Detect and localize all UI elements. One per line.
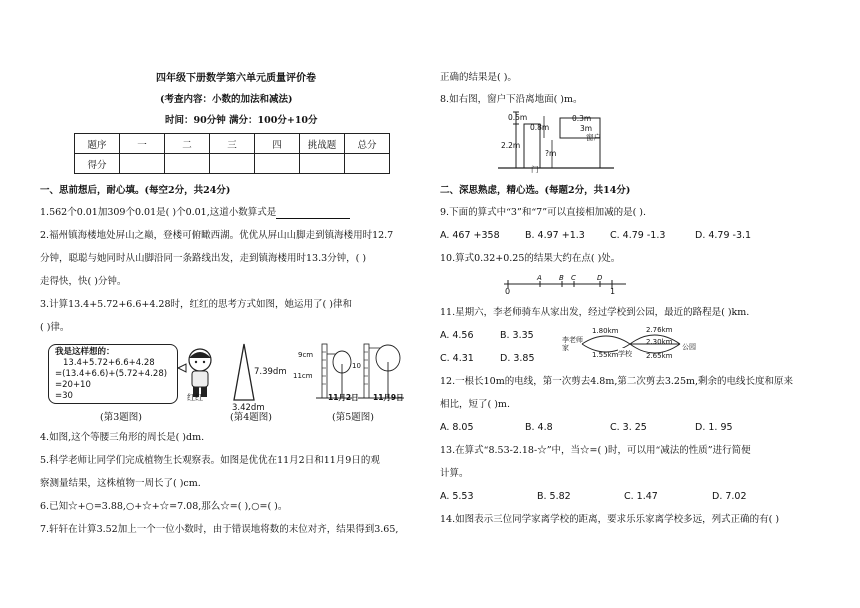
thought-bubble	[48, 344, 178, 404]
question-3-line1: 3.计算13.4+5.72+6.6+4.28时，红红的思考方式如图，她运用了( )律和	[40, 299, 352, 310]
window-label: ?m	[545, 149, 557, 158]
option[interactable]: A. 5.53	[440, 491, 474, 502]
window-label: 0.5m	[508, 113, 528, 122]
number-line-point: B	[559, 274, 564, 282]
question-4: 4.如图,这个等腰三角形的周长是( )dm.	[40, 432, 205, 443]
section2-heading: 二、深思熟虑，精心选。(每题2分，共14分)	[440, 185, 631, 196]
question-1	[40, 207, 350, 219]
ruler-label-9cm: 9cm	[298, 351, 314, 359]
route-distance: 1.55km	[592, 351, 619, 359]
exam-scope: (考查内容：小数的加法和减法)	[160, 94, 293, 105]
score-cell: 总分	[345, 134, 390, 154]
window-label: 0.3m	[572, 114, 592, 123]
score-input[interactable]	[300, 154, 345, 174]
score-input[interactable]	[210, 154, 255, 174]
window-label: 门	[531, 165, 539, 174]
kid-name-label: 红红	[187, 393, 203, 402]
route-place-school: 学校	[618, 350, 632, 358]
question-9: 9.下面的算式中“3”和“7”可以直接相加减的是( ).	[440, 207, 647, 218]
window-label: 3m	[580, 124, 593, 133]
score-cell: 三	[210, 134, 255, 154]
answer-blank[interactable]	[276, 209, 350, 219]
route-place-park: 公园	[682, 343, 696, 351]
exam-title: 四年级下册数学第六单元质量评价卷	[156, 73, 316, 84]
question-2-line1: 2.福州镇海楼地处屏山之巅，登楼可俯瞰西湖。优优从屏山山脚走到镇海楼用时12.7	[40, 230, 394, 241]
score-table-score-row	[75, 154, 390, 174]
score-table-header-row	[75, 134, 390, 154]
score-input[interactable]	[120, 154, 165, 174]
option[interactable]: B. 5.82	[537, 491, 571, 502]
figure-caption-3: (第3题图)	[100, 412, 142, 423]
score-input[interactable]	[345, 154, 390, 174]
option[interactable]: D. 1. 95	[695, 422, 733, 433]
score-cell: 四	[255, 134, 300, 154]
route-distance: 1.80km	[592, 327, 619, 335]
section1-heading: 一、思前想后，耐心填。(每空2分，共24分)	[40, 185, 231, 196]
question-5-line2: 察测量结果，这株植物一周长了( )cm.	[40, 478, 201, 489]
question-12-line1: 12.一根长10m的电线，第一次剪去4.8m,第二次剪去3.25m,剩余的电线长度和原来	[440, 376, 794, 387]
question-13-line2: 计算。	[440, 468, 469, 479]
date-label-nov2: 11月2日	[328, 393, 359, 402]
triangle-base-label: 3.42dm	[232, 403, 265, 413]
number-line-point: D	[597, 274, 603, 282]
route-distance: 2.30km	[646, 338, 673, 346]
route-distance: 2.65km	[646, 352, 673, 360]
score-cell: 得分	[75, 154, 120, 174]
number-line-point: C	[571, 274, 576, 282]
ruler-label-10: 10	[352, 362, 361, 370]
question-13-line1: 13.在算式“8.53-2.18-☆”中，当☆=( )时，可以用“减法的性质”进行简便	[440, 445, 751, 456]
route-distance: 2.76km	[646, 326, 673, 334]
score-cell: 一	[120, 134, 165, 154]
question-11: 11.星期六，李老师骑车从家出发，经过学校到公园，最近的路程是( )km.	[440, 307, 750, 318]
bubble-line: =(13.4+6.6)+(5.72+4.28)	[55, 369, 168, 379]
window-label: 0.8m	[530, 123, 550, 132]
score-cell: 挑战题	[300, 134, 345, 154]
window-label: 2.2m	[501, 141, 521, 150]
option[interactable]: B. 4.8	[525, 422, 553, 433]
score-cell: 题序	[75, 134, 120, 154]
exam-time: 时间：90分钟 满分：100分+10分	[165, 115, 318, 126]
number-line-tick: 1	[610, 287, 616, 296]
date-label-nov9: 11月9日	[373, 393, 404, 402]
option[interactable]: B. 4.97 +1.3	[525, 230, 585, 241]
score-cell: 二	[165, 134, 210, 154]
option[interactable]: D. 4.79 -3.1	[695, 230, 752, 241]
question-10: 10.算式0.32+0.25的结果大约在点( )处。	[440, 253, 621, 264]
figure-caption-4: (第4题图)	[230, 412, 272, 423]
bubble-line: 13.4+5.72+6.6+4.28	[63, 358, 155, 368]
question-6: 6.已知☆+○=3.88,○+☆+☆=7.08,那么☆=( ),○=( )。	[40, 501, 288, 512]
score-table	[74, 133, 390, 174]
figure-caption-5: (第5题图)	[332, 412, 374, 423]
option[interactable]: C. 4.31	[440, 353, 474, 364]
question-1-text: 1.562个0.01加309个0.01是( )个0.01,这道小数算式是	[40, 207, 277, 218]
route-place-home: 李老师家	[562, 336, 583, 352]
option[interactable]: C. 4.79 -1.3	[610, 230, 666, 241]
score-input[interactable]	[165, 154, 210, 174]
option[interactable]: A. 4.56	[440, 330, 474, 341]
number-line-tick: 0	[505, 287, 511, 296]
option[interactable]: B. 3.35	[500, 330, 534, 341]
question-7-line2: 正确的结果是( )。	[440, 72, 517, 83]
option[interactable]: D. 3.85	[500, 353, 535, 364]
triangle-side-label: 7.39dm	[254, 367, 287, 377]
question-5-line1: 5.科学老师让同学们完成植物生长观察表。如图是优优在11月2日和11月9日的观	[40, 455, 380, 466]
question-8: 8.如右图，窗户下沿离地面( )m。	[440, 94, 583, 105]
option[interactable]: C. 3. 25	[610, 422, 647, 433]
question-2-line3: 走得快，快( )分钟。	[40, 276, 127, 287]
bubble-line: 我是这样想的：	[55, 347, 115, 357]
question-2-line2: 分钟，聪聪与她同时从山脚沿同一条路线出发，走到镇海楼用时13.3分钟，( )	[40, 253, 367, 264]
option[interactable]: D. 7.02	[712, 491, 747, 502]
question-3-line2: ( )律。	[40, 322, 70, 333]
question-7-line1: 7.轩轩在计算3.52加上一个一位小数时，由于错误地将数的末位对齐，结果得到3.65,	[40, 524, 399, 535]
question-14: 14.如图表示三位同学家离学校的距离，要求乐乐家离学校多远，列式正确的有( )	[440, 514, 780, 525]
number-line-point: A	[537, 274, 542, 282]
option[interactable]: A. 8.05	[440, 422, 474, 433]
score-input[interactable]	[255, 154, 300, 174]
question-12-line2: 相比，短了( )m.	[440, 399, 510, 410]
option[interactable]: C. 1.47	[624, 491, 658, 502]
window-label: 窗户	[586, 133, 601, 142]
bubble-line: =20+10	[55, 380, 91, 390]
ruler-label-11cm: 11cm	[293, 372, 313, 380]
bubble-line: =30	[55, 391, 73, 401]
option[interactable]: A. 467 +358	[440, 230, 500, 241]
